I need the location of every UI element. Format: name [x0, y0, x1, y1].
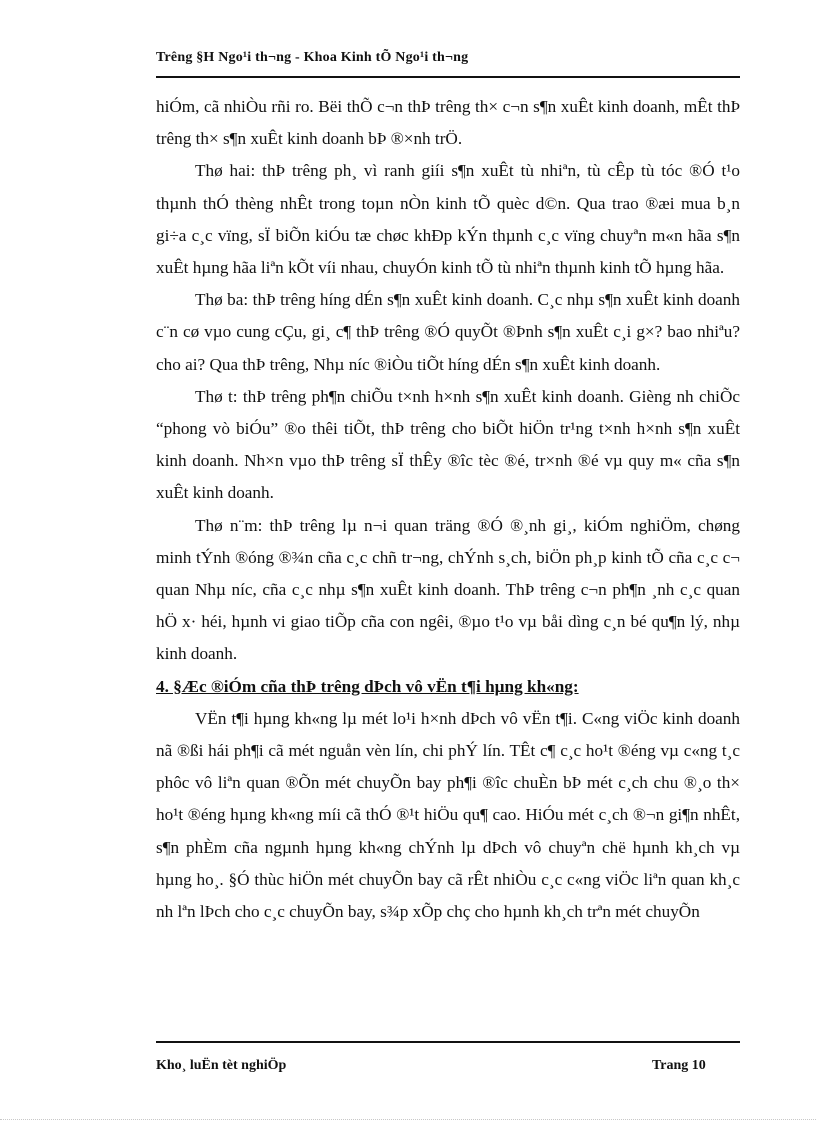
page-header: Trêng §H Ngo¹i th¬ng - Khoa Kinh tÕ Ngo¹i th¬ng — [156, 50, 469, 65]
footer-document-title: Kho¸ luËn tèt nghiÖp — [156, 1058, 287, 1073]
paragraph-thu-ba: Thø ba: thÞ trêng híng dÉn s¶n xuÊt kinh doanh. C¸c nhµ s¶n xuÊt kinh doanh c¨n cø vµo cung cÇu, gi¸ c¶ thÞ trêng ®Ó quyÕt ®Þnh s¶n xuÊt c¸i g×? bao nhiªu? cho ai? Qua thÞ trêng, Nhµ níc ®iÒu tiÕt híng dÉn s¶n xuÊt kinh doanh. — [156, 290, 740, 374]
paragraph-thu-nam: Thø n¨m: thÞ trêng lµ n¬i quan träng ®Ó ®¸nh gi¸, kiÓm nghiÖm, chøng minh tÝnh ®óng ®¾n cña c¸c chñ tr¬ng, chÝnh s¸ch, biÖn ph¸p kinh tÕ cña c¸c c¬ quan Nhµ níc, cña c¸c nhµ s¶n xuÊt kinh doanh. ThÞ trêng c¬n ph¶n ¸nh c¸c quan hÖ x· héi, hµnh vi giao tiÕp cña con ngêi, ®µo t¹o vµ båi dìng c¸n bé qu¶n lý, nhµ kinh doanh. — [156, 515, 740, 664]
paragraph-continuation: hiÓm, cã nhiÒu rñi ro. Bëi thÕ c¬n thÞ trêng th× c¬n s¶n xuÊt kinh doanh, mÊt thÞ trêng th× s¶n xuÊt kinh doanh bÞ ®×nh trÖ. — [156, 97, 740, 149]
paragraph-thu-hai: Thø hai: thÞ trêng ph¸ vì ranh giíi s¶n xuÊt tù nhiªn, tù cÊp tù tóc ®Ó t¹o thµnh thÓ thèng nhÊt trong toµn nÒn kinh tÕ quèc d©n. Qua trao ®æi mua b¸n gi÷a c¸c vïng, sÏ biÕn kiÓu tæ chøc khÐp kÝn thµnh c¸c vïng chuyªn m«n hãa s¶n xuÊt hµng hãa liªn kÕt víi nhau, chuyÓn kinh tÕ tù nhiªn thµnh kinh tÕ hµng hãa. — [156, 161, 740, 278]
page-edge-divider — [0, 1119, 816, 1120]
body-text — [156, 91, 740, 928]
section-paragraph: VËn t¶i hµng kh«ng lµ mét lo¹i h×nh dÞch vô vËn t¶i. C«ng viÖc kinh doanh nã ®ßi hái ph¶i cã mét nguån vèn lín, chi phÝ lín. TÊt c¶ c¸c ho¹t ®éng vµ c«ng t¸c phôc vô liªn quan ®Õn mét chuyÕn bay ph¶i ®îc chuÈn bÞ mét c¸ch chu ®¸o th× ho¹t ®éng hµng kh«ng míi cã thÓ ®¹t hiÖu qu¶ cao. HiÓu mét c¸ch ®¬n gi¶n nhÊt, s¶n phÈm cña ngµnh hµng kh«ng chÝnh lµ dÞch vô chuyªn chë hµnh kh¸ch vµ hµng ho¸. §Ó thùc hiÖn mét chuyÕn bay cã rÊt nhiÒu c¸c c«ng viÖc liªn quan kh¸c nh lªn lÞch cho c¸c chuyÕn bay, s¾p xÕp chç cho hµnh kh¸ch trªn mét chuyÕn — [156, 708, 740, 922]
paragraph-thu-tu: Thø t: thÞ trêng ph¶n chiÕu t×nh h×nh s¶n xuÊt kinh doanh. Gièng nh chiÕc “phong vò biÓu” ®o thêi tiÕt, thÞ trêng cho biÕt hiÖn tr¹ng t×nh h×nh s¶n xuÊt kinh doanh. Nh×n vµo thÞ trêng sÏ thÊy ®îc tèc ®é, tr×nh ®é vµ quy m« cña s¶n xuÊt kinh doanh. — [156, 386, 740, 503]
page-number: Trang 10 — [652, 1058, 706, 1073]
footer-rule — [156, 1041, 740, 1043]
header-rule — [156, 76, 740, 78]
section-heading: 4. §Æc ®iÓm cña thÞ trêng dÞch vô vËn t¶i hµng kh«ng: — [156, 676, 579, 696]
